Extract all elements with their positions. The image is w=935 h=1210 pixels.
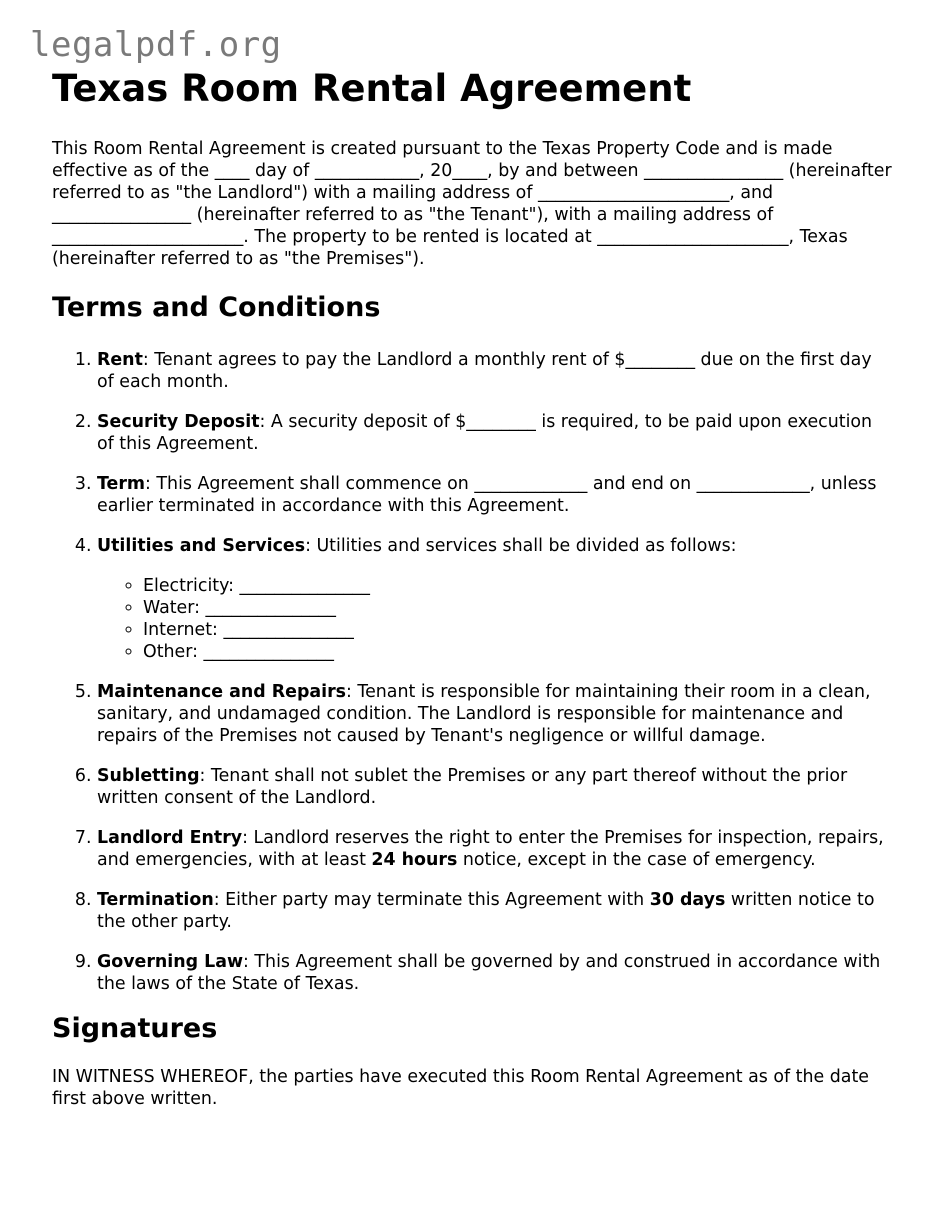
term-title: Governing Law [97,952,244,972]
term-title: Rent [97,350,143,370]
term-subletting [97,765,892,809]
signatures-heading: Signatures [52,1013,218,1044]
term-text: : Tenant is responsible for maintaining their room in a clean, sanitary, and undamaged condition. The Landlord is responsible for maintenance and repairs of the Premises not caused by Tenant's negligence or willful damage. [97,682,871,746]
term-text: : This Agreement shall be governed by and construed in accordance with the laws of the State of Texas. [97,952,881,994]
term-title: Landlord Entry [97,828,243,848]
document-title: Texas Room Rental Agreement [52,67,692,110]
term-text: : Tenant agrees to pay the Landlord a monthly rent of $________ due on the first day of each month. [97,350,872,392]
term-title: Termination [97,890,214,910]
term-title: Security Deposit [97,412,260,432]
term-termination [97,889,892,933]
term-title: Maintenance and Repairs [97,682,347,702]
term-term [97,473,892,517]
utility-internet: ◦ Internet: _______________ [143,619,892,641]
terms-heading: Terms and Conditions [52,292,381,323]
term-text: : Tenant shall not sublet the Premises or any part thereof without the prior written consent of the Landlord. [97,766,848,808]
term-emphasis: 30 days [649,890,726,910]
term-text: written notice to the other party. [97,890,875,932]
watermark: legalpdf.org [30,25,282,65]
term-text: : This Agreement shall commence on _____________ and end on _____________, unless earlier terminated in accordance with this Agreement. [97,474,877,516]
terms-list [52,349,892,995]
term-title: Term [97,474,146,494]
term-title: Subletting [97,766,200,786]
term-text: : Landlord reserves the right to enter the Premises for inspection, repairs, and emergencies, with at least [97,828,884,870]
intro-paragraph: This Room Rental Agreement is created pursuant to the Texas Property Code and is made effective as of the ____ day of ____________, 20____, by and between ________________ (hereinafter referred to as "the Landlord") with a mailing address of ______________________, and ________________ (hereinafter referred to as "the Tenant"), with a mailing address of ______________________. The property to be rented is located at ______________________, Texas (hereinafter referred to as "the Premises"). [52,139,892,269]
term-landlord-entry [97,827,892,871]
term-maintenance [97,681,892,747]
witness-paragraph: IN WITNESS WHEREOF, the parties have executed this Room Rental Agreement as of the date first above written. [52,1067,869,1109]
utility-other: ◦ Other: _______________ [143,641,892,663]
term-text: : A security deposit of $________ is required, to be paid upon execution of this Agreement. [97,412,873,454]
utility-water: ◦ Water: _______________ [143,597,892,619]
utilities-list [97,575,892,663]
term-text: : Either party may terminate this Agreement with [213,890,650,910]
term-text: notice, except in the case of emergency. [457,850,816,870]
document-page [52,66,892,1110]
term-title: Utilities and Services [97,536,306,556]
term-security-deposit [97,411,892,455]
term-governing-law [97,951,892,995]
term-rent [97,349,892,393]
term-text: : Utilities and services shall be divided as follows: [305,536,737,556]
term-emphasis: 24 hours [371,850,458,870]
term-utilities [97,535,892,663]
utility-electricity: ◦ Electricity: _______________ [143,575,892,597]
